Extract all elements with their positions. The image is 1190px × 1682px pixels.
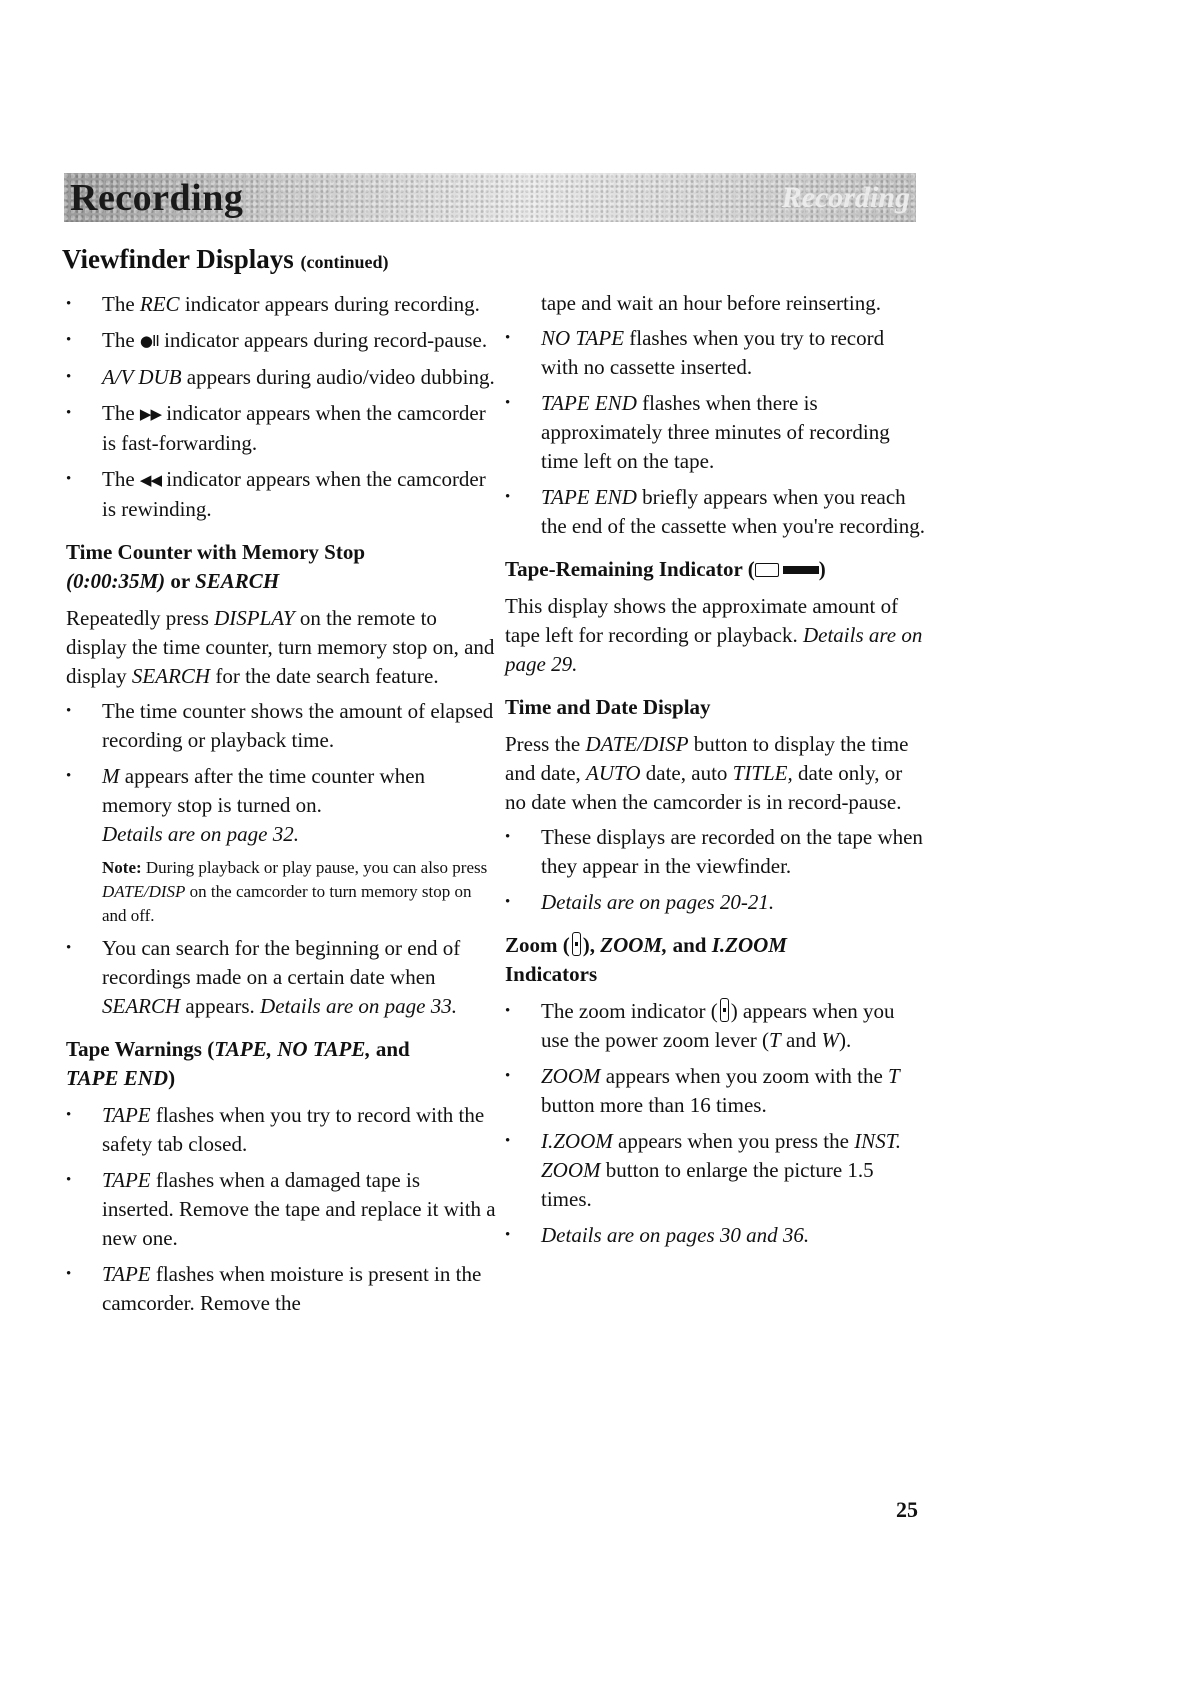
search-list — [66, 934, 496, 1021]
list-item: • Details are on pages 30 and 36. — [505, 1221, 925, 1250]
banner-title: Recording — [70, 177, 244, 219]
banner-watermark: Recording — [781, 181, 910, 214]
zoom-indicator-icon — [572, 932, 581, 956]
time-counter-list — [66, 697, 496, 849]
zoom-list — [505, 997, 925, 1250]
list-item: • ZOOM appears when you zoom with the T button more than 16 times. — [505, 1062, 925, 1120]
time-date-heading: Time and Date Display — [505, 695, 711, 719]
time-counter-heading: Time Counter with Memory Stop (0:00:35M) or SEARCH — [66, 540, 366, 593]
right-column — [505, 289, 925, 1257]
list-item: • The ◀◀ indicator appears when the camcorder is rewinding. — [66, 465, 496, 524]
list-item: • NO TAPE flashes when you try to record with no cassette inserted. — [505, 324, 925, 382]
section-banner — [64, 173, 916, 222]
fast-forward-icon: ▶▶ — [139, 405, 161, 423]
time-date-paragraph: Press the DATE/DISP button to display the time and date, AUTO date, auto TITLE, date only, or no date when the camcorder is in record-pause. — [505, 732, 909, 814]
list-item: • Details are on pages 20-21. — [505, 888, 925, 917]
time-date-list — [505, 823, 925, 917]
list-item: • The ▶▶ indicator appears when the camcorder is fast-forwarding. — [66, 399, 496, 458]
list-item: • The ●II indicator appears during record-pause. — [66, 326, 496, 356]
list-item: • M appears after the time counter when memory stop is turned on. Details are on page 32. — [66, 762, 496, 849]
left-column — [66, 290, 496, 1325]
list-item: • The REC indicator appears during recording. — [66, 290, 496, 319]
list-item: • A/V DUB appears during audio/video dubbing. — [66, 363, 496, 392]
indicator-list — [66, 290, 496, 524]
page-title — [62, 244, 389, 275]
tape-warnings-list — [66, 1101, 496, 1318]
rewind-icon: ◀◀ — [139, 471, 161, 489]
list-item: • The time counter shows the amount of elapsed recording or playback time. — [66, 697, 496, 755]
note: Note: During playback or play pause, you can also press DATE/DISP on the camcorder to turn memory stop on and off. — [102, 858, 488, 925]
list-item: • TAPE flashes when you try to record with the safety tab closed. — [66, 1101, 496, 1159]
list-item: • TAPE END flashes when there is approximately three minutes of recording time left on the tape. — [505, 389, 925, 476]
list-item: • TAPE flashes when moisture is present in the camcorder. Remove the — [66, 1260, 496, 1318]
record-pause-icon: ●II — [139, 332, 159, 350]
tape-warnings-heading: Tape Warnings (TAPE, NO TAPE, and TAPE END) — [66, 1037, 410, 1090]
list-item: • The zoom indicator ( ) appears when you use the power zoom lever (T and W). — [505, 997, 925, 1055]
list-item: • These displays are recorded on the tape when they appear in the viewfinder. — [505, 823, 925, 881]
zoom-heading: Zoom ( ), ZOOM, and I.ZOOM Indicators — [505, 933, 787, 986]
list-item: • You can search for the beginning or end of recordings made on a certain date when SEARCH appears. Details are on page 33. — [66, 934, 496, 1021]
tape-remaining-icon — [755, 563, 819, 577]
time-counter-paragraph: Repeatedly press DISPLAY on the remote to display the time counter, turn memory stop on, and display SEARCH for the date search feature. — [66, 606, 495, 688]
tape-remaining-heading: Tape-Remaining Indicator ( ) — [505, 557, 826, 581]
title-continued: (continued) — [300, 252, 389, 272]
title-text: Viewfinder Displays — [62, 244, 294, 274]
continuation-text: tape and wait an hour before reinserting. — [541, 291, 881, 315]
tape-warning-continued-list — [505, 324, 925, 541]
list-item: • I.ZOOM appears when you press the INST. ZOOM button to enlarge the picture 1.5 times. — [505, 1127, 925, 1214]
zoom-indicator-icon — [720, 998, 729, 1022]
list-item: • TAPE flashes when a damaged tape is inserted. Remove the tape and replace it with a new one. — [66, 1166, 496, 1253]
page-number: 25 — [896, 1497, 918, 1522]
tape-remaining-paragraph: This display shows the approximate amount of tape left for recording or playback. Details are on page 29. — [505, 594, 923, 676]
list-item: • TAPE END briefly appears when you reach the end of the cassette when you're recording. — [505, 483, 925, 541]
